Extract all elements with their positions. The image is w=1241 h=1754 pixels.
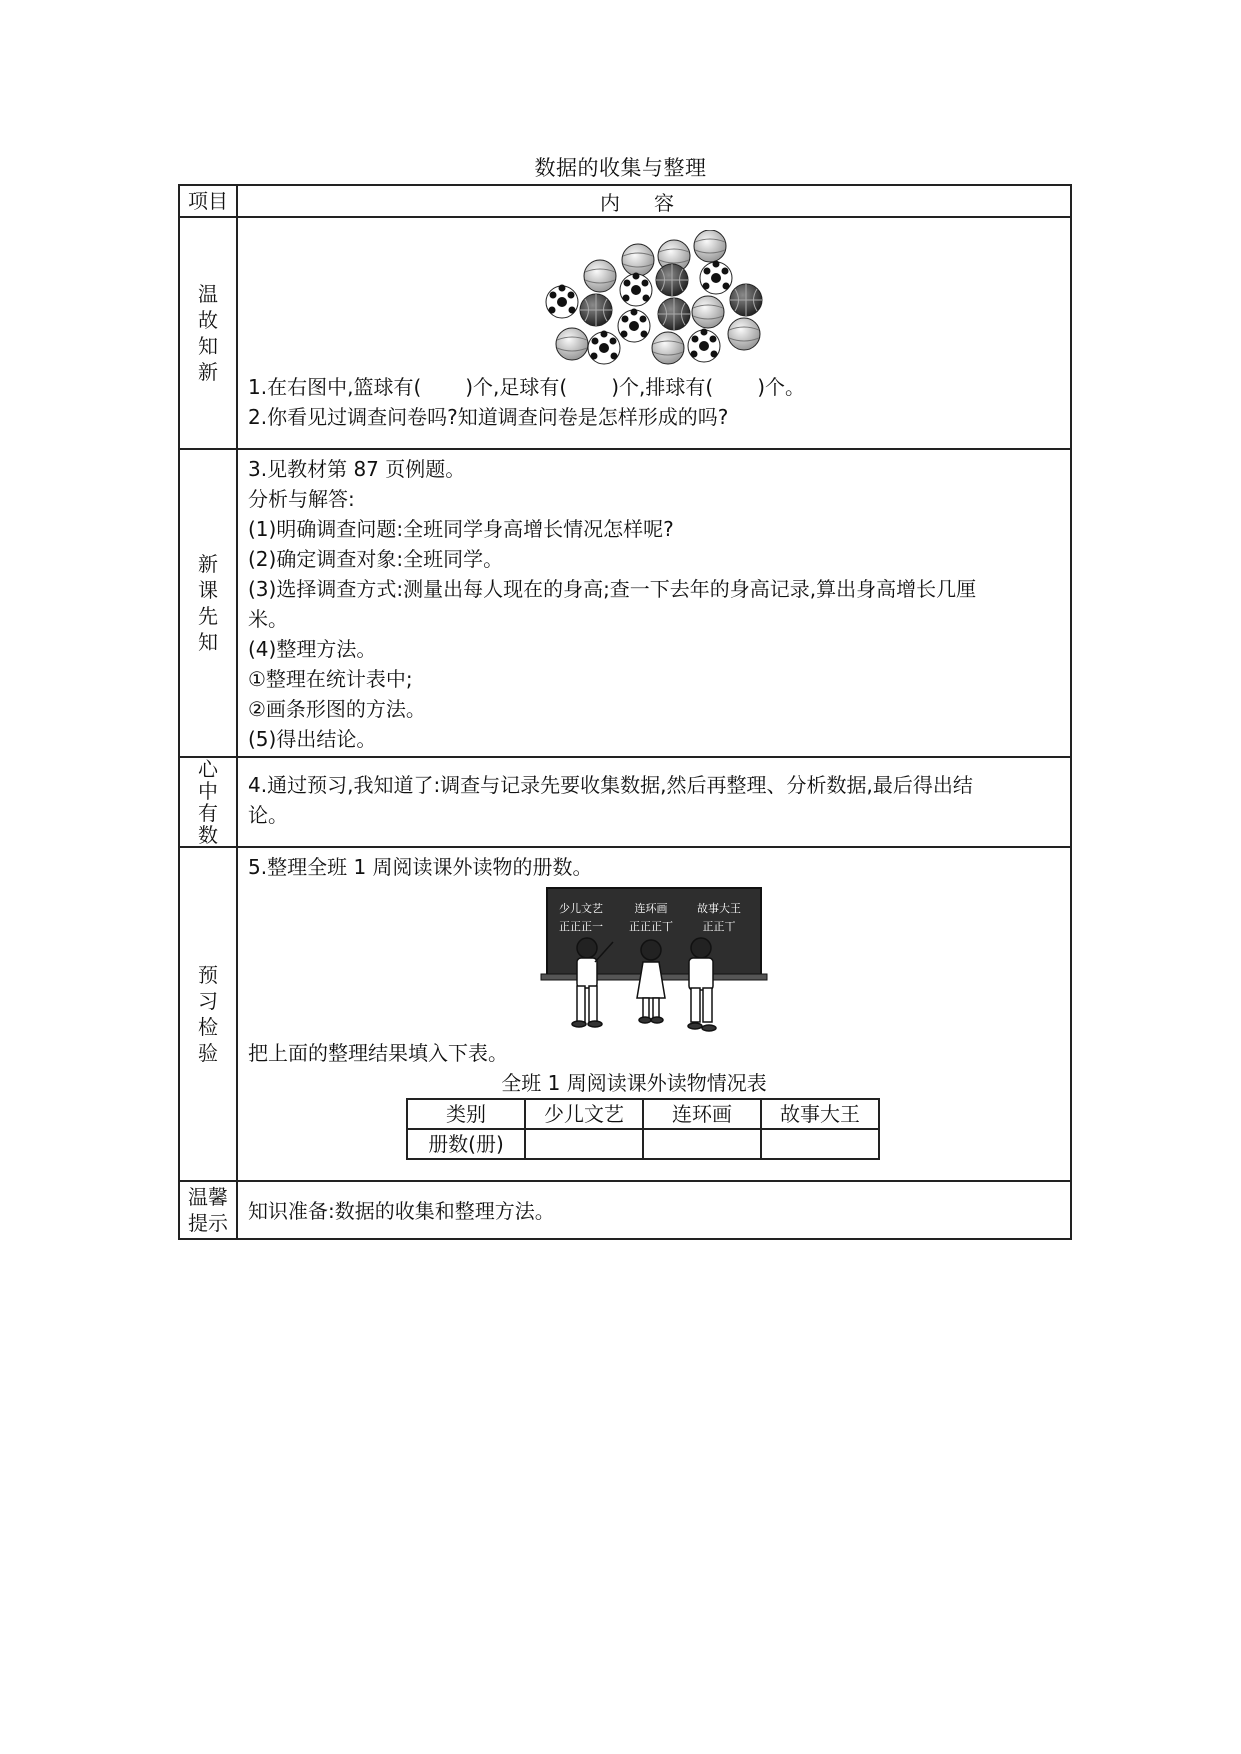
- volleyball-icon: [622, 244, 654, 276]
- board-tally-3: 正正丅: [702, 920, 736, 933]
- summary-content: [237, 757, 1071, 847]
- fill-instruction: 把上面的整理结果填入下表。: [248, 1041, 508, 1065]
- board-cat-2: 连环画: [634, 902, 668, 915]
- question-1: 1.在右图中,篮球有( )个,足球有( )个,排球有( )个。: [248, 375, 805, 399]
- child-girl-figure: [637, 940, 665, 1023]
- preview-line: 米。: [248, 607, 288, 631]
- preview-line: ①整理在统计表中;: [248, 667, 413, 691]
- check-content: [237, 847, 1071, 1181]
- stat-answer-cell[interactable]: [643, 1129, 761, 1159]
- stat-header-cell: 类别: [407, 1099, 525, 1129]
- stat-header-cell: 少儿文艺: [525, 1099, 643, 1129]
- stat-row-label: 册数(册): [407, 1129, 525, 1159]
- preview-line: (5)得出结论。: [248, 727, 377, 751]
- stat-table-caption: 全班 1 周阅读课外读物情况表: [501, 1071, 767, 1095]
- tip-row: [179, 1181, 1071, 1239]
- preview-line: 分析与解答:: [248, 487, 355, 511]
- worksheet-table: [178, 184, 1072, 1240]
- preview-line: (4)整理方法。: [248, 637, 377, 661]
- stat-header-cell: 连环画: [643, 1099, 761, 1129]
- volleyball-icon: [692, 296, 724, 328]
- preview-line: 3.见教材第 87 页例题。: [248, 457, 466, 481]
- soccer-ball-icon: [618, 309, 650, 343]
- soccer-ball-icon: [700, 261, 732, 295]
- tip-content: [237, 1181, 1071, 1239]
- preview-line: (3)选择调查方式:测量出每人现在的身高;查一下去年的身高记录,算出身高增长几厘: [248, 577, 977, 601]
- volleyball-icon: [728, 318, 760, 350]
- question-2: 2.你看见过调查问卷吗?知道调查问卷是怎样形成的吗?: [248, 405, 729, 429]
- board-tally-2: 正正正丅: [629, 920, 673, 933]
- summary-line: 4.通过预习,我知道了:调查与记录先要收集数据,然后再整理、分析数据,最后得出结: [248, 773, 973, 797]
- preview-line: (2)确定调查对象:全班同学。: [248, 547, 504, 571]
- soccer-ball-icon: [588, 331, 620, 365]
- preview-row: [179, 449, 1071, 757]
- soccer-ball-icon: [620, 273, 652, 307]
- soccer-ball-icon: [688, 329, 720, 363]
- stat-answer-cell[interactable]: [761, 1129, 879, 1159]
- volleyball-icon: [556, 328, 588, 360]
- volleyball-icon: [652, 332, 684, 364]
- review-row: [179, 217, 1071, 449]
- blackboard-illustration: [539, 886, 769, 1036]
- stat-header-row: [407, 1099, 879, 1129]
- question-5: 5.整理全班 1 周阅读课外读物的册数。: [248, 855, 593, 879]
- stat-answer-cell[interactable]: [525, 1129, 643, 1159]
- summary-row: [179, 757, 1071, 847]
- basketball-icon: [580, 294, 612, 326]
- preview-line: (1)明确调查问题:全班同学身高增长情况怎样呢?: [248, 517, 674, 541]
- stat-count-row: [407, 1129, 879, 1159]
- page-title: 数据的收集与整理: [534, 156, 707, 180]
- header-row: [179, 185, 1071, 217]
- preview-content: [237, 449, 1071, 757]
- board-cat-3: 故事大王: [697, 902, 741, 915]
- balls-illustration: [544, 230, 764, 372]
- tip-label: 温馨 提示: [179, 1181, 237, 1239]
- header-item: 项目: [179, 185, 237, 217]
- board-tally-1: 正正正一: [559, 920, 603, 933]
- basketball-icon: [658, 298, 690, 330]
- review-content: [237, 217, 1071, 449]
- summary-label: 心 中 有 数: [179, 757, 237, 847]
- preview-line: ②画条形图的方法。: [248, 697, 426, 721]
- tip-text: 知识准备:数据的收集和整理方法。: [248, 1199, 555, 1223]
- volleyball-icon: [584, 260, 616, 292]
- basketball-icon: [656, 264, 688, 296]
- board-cat-1: 少儿文艺: [559, 902, 603, 915]
- basketball-icon: [730, 284, 762, 316]
- stat-header-cell: 故事大王: [761, 1099, 879, 1129]
- summary-line: 论。: [248, 803, 288, 827]
- volleyball-icon: [694, 230, 726, 262]
- stat-table: [406, 1098, 880, 1160]
- soccer-ball-icon: [546, 285, 578, 319]
- preview-label: 新 课 先 知: [179, 449, 237, 757]
- check-row: [179, 847, 1071, 1181]
- review-label: 温 故 知 新: [179, 217, 237, 449]
- header-content: 内容: [237, 185, 1071, 217]
- check-label: 预 习 检 验: [179, 847, 237, 1181]
